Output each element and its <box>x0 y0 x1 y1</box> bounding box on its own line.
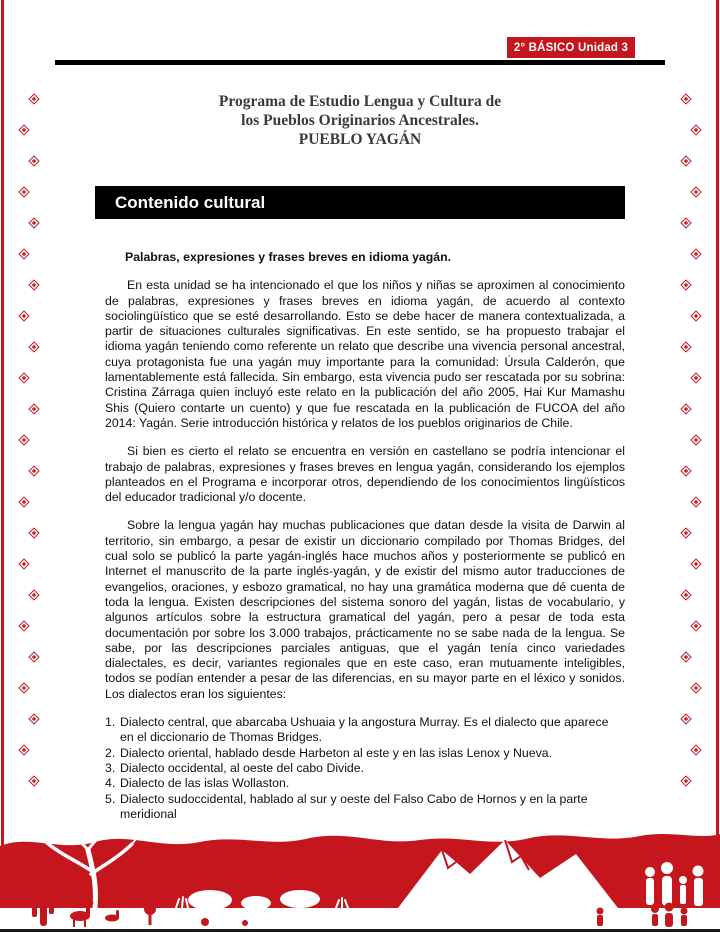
diamond-ornament-icon <box>18 620 29 631</box>
diamond-ornament-icon <box>28 217 39 228</box>
list-item <box>105 761 625 776</box>
diamond-ornament-icon <box>28 713 39 724</box>
paragraph-2: Si bien es cierto el relato se encuentra en versión en castellano se podría intencionar el trabajo de palabras, expresiones y frases breves en lengua yagán, considerando los ejemplos planteados en el Programa e incorporar otros, dependiendo de los conocimientos lingüísticos del educador tradicional y/o docente. <box>105 444 625 505</box>
diamond-ornament-icon <box>680 465 691 476</box>
diamond-ornament-icon <box>18 496 29 507</box>
diamond-ornament-icon <box>680 713 691 724</box>
diamond-ornament-icon <box>28 651 39 662</box>
diamond-ornament-icon <box>18 186 29 197</box>
footer-artwork <box>0 812 720 929</box>
diamond-ornament-icon <box>28 527 39 538</box>
landscape-silhouette-graphic <box>0 812 720 929</box>
list-item-text: Dialecto occidental, al oeste del cabo Divide. <box>120 760 365 775</box>
title-line-2: los Pueblos Originarios Ancestrales. <box>241 112 479 129</box>
diamond-ornament-icon <box>680 775 691 786</box>
list-item <box>105 776 625 791</box>
list-item <box>105 715 625 746</box>
diamond-ornament-icon <box>18 310 29 321</box>
diamond-ornament-icon <box>680 403 691 414</box>
diamond-ornament-icon <box>690 682 701 693</box>
diamond-ornament-icon <box>690 620 701 631</box>
diamond-ornament-icon <box>28 155 39 166</box>
list-item-number: 2. <box>105 745 116 760</box>
page-title <box>60 92 660 149</box>
left-ornament-rail <box>20 0 46 812</box>
diamond-ornament-icon <box>690 372 701 383</box>
content-subtitle: Palabras, expresiones y frases breves en idioma yagán. <box>125 250 452 264</box>
diamond-ornament-icon <box>690 744 701 755</box>
diamond-ornament-icon <box>690 186 701 197</box>
diamond-ornament-icon <box>690 310 701 321</box>
diamond-ornament-icon <box>680 279 691 290</box>
diamond-ornament-icon <box>18 744 29 755</box>
diamond-ornament-icon <box>690 248 701 259</box>
diamond-ornament-icon <box>680 217 691 228</box>
content-area <box>105 250 625 822</box>
diamond-ornament-icon <box>690 124 701 135</box>
list-item-text: Dialecto de las islas Wollaston. <box>120 776 290 791</box>
list-item-number: 1. <box>105 715 116 730</box>
diamond-ornament-icon <box>690 434 701 445</box>
diamond-ornament-icon <box>28 403 39 414</box>
diamond-ornament-icon <box>28 341 39 352</box>
title-line-3: PUEBLO YAGÁN <box>298 131 422 148</box>
list-item-text: Dialecto sudoccidental, hablado al sur y oeste del Falso Cabo de Hornos y en la parte meridional <box>120 791 588 821</box>
diamond-ornament-icon <box>28 589 39 600</box>
top-divider-bar <box>55 60 665 65</box>
section-title: Contenido cultural <box>115 192 266 212</box>
list-item <box>105 746 625 761</box>
right-ornament-rail <box>674 0 700 812</box>
diamond-ornament-icon <box>680 527 691 538</box>
dialect-list <box>105 715 625 822</box>
diamond-ornament-icon <box>680 341 691 352</box>
unit-badge: 2° BÁSICO Unidad 3 <box>507 37 635 58</box>
diamond-ornament-icon <box>680 589 691 600</box>
list-item-text: Dialecto oriental, hablado desde Harbeton al este y en las islas Lenox y Nueva. <box>120 745 553 760</box>
diamond-ornament-icon <box>680 93 691 104</box>
diamond-ornament-icon <box>690 558 701 569</box>
diamond-ornament-icon <box>690 496 701 507</box>
diamond-ornament-icon <box>28 279 39 290</box>
diamond-ornament-icon <box>18 682 29 693</box>
diamond-ornament-icon <box>28 465 39 476</box>
paragraph-3: Sobre la lengua yagán hay muchas publicaciones que datan desde la visita de Darwin al territorio, sin embargo, a pesar de existir un diccionario compilado por Thomas Bridges, del cual solo se publicó la parte yagán-inglés hace muchos años y posteriormente se publicó en Internet el manuscrito de la parte inglés-yagán, y de existir del mismo autor traducciones de evangelios, oraciones, y esbozo gramatical, no hay una gramática moderna que dé cuenta de toda la lengua. Existen descripciones del sistema sonoro del yagán, listas de vocabulario, y algunos artículos sobre la estructura gramatical del yagán, pero a pesar de toda esta documentación por sobre los 3.000 trabajos, prácticamente no se sabe nada de la lengua. Se sabe, por las descripciones parciales antiguas, que el yagán tenía cinco variedades dialectales, es decir, variantes regionales que en este caso, eran mutuamente inteligibles, todos se podían entender a pesar de las diferencias, en su mayor parte en el léxico y sonidos. Los dialectos eran los siguientes: <box>105 518 625 701</box>
list-item-text: Dialecto central, que abarcaba Ushuaia y la angostura Murray. Es el dialecto que aparece en el diccionario de Thomas Bridges. <box>120 715 609 745</box>
diamond-ornament-icon <box>28 93 39 104</box>
diamond-ornament-icon <box>28 775 39 786</box>
left-border-line <box>1 0 4 932</box>
diamond-ornament-icon <box>18 372 29 383</box>
diamond-ornament-icon <box>680 155 691 166</box>
right-border-line <box>716 0 719 932</box>
paragraph-1: En esta unidad se ha intencionado el que los niños y niñas se aproximen al conocimiento de palabras, expresiones y frases breves en idioma yagán, de acuerdo al contexto sociolingüístico que se esté desarrollando. Esto se debe hacer de manera contextualizada, a partir de situaciones culturales significativas. En este sentido, se ha propuesto trabajar el idioma yagán teniendo como referente un relato que describe una vivencia personal ancestral, cuya protagonista fue una yagán muy importante para la comunidad: Úrsula Calderón, que lamentablemente está fallecida. Sin embargo, esta vivencia pudo ser rescatada por su sobrina: Cristina Zárraga quien incluyó este relato en la publicación del año 2005, Hai Kur Mamashu Shis (Quiero contarte un cuento) y que fue rescatada en la publicación de FUCOA del año 2014: Yagán. Serie introducción histórica y relatos de los pueblos originarios de Chile. <box>105 278 625 430</box>
diamond-ornament-icon <box>680 651 691 662</box>
diamond-ornament-icon <box>18 124 29 135</box>
diamond-ornament-icon <box>18 434 29 445</box>
list-item-number: 5. <box>105 791 116 806</box>
diamond-ornament-icon <box>18 248 29 259</box>
section-header-bar <box>95 186 625 219</box>
list-item-number: 4. <box>105 776 116 791</box>
title-line-1: Programa de Estudio Lengua y Cultura de <box>218 93 502 110</box>
list-item-number: 3. <box>105 760 116 775</box>
diamond-ornament-icon <box>18 558 29 569</box>
